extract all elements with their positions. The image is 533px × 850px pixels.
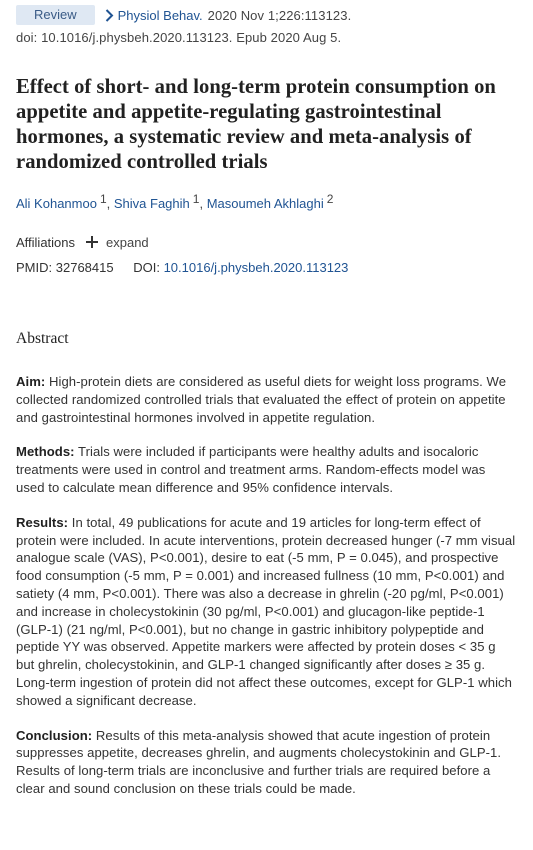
author-link[interactable]: Masoumeh Akhlaghi	[206, 196, 324, 211]
author-link[interactable]: Shiva Faghih	[113, 196, 190, 211]
section-label: Results:	[16, 514, 69, 530]
author-list	[16, 192, 517, 218]
doi-label: DOI:	[133, 260, 160, 275]
section-text: Results of this meta-analysis showed that acute ingestion of protein suppresses appetite, decreases ghrelin, and augments cholecystokinin and GLP-1. Results of long-term trials are inconclusive and further trials are required before a clear and sound conclusion on these trials could be made.	[16, 727, 502, 796]
expand-affiliations-button[interactable]: expand	[106, 234, 149, 250]
author-link[interactable]: Ali Kohanmoo	[16, 196, 97, 211]
section-label: Methods:	[16, 444, 75, 460]
citation-bar	[16, 2, 517, 28]
chevron-right-icon[interactable]	[105, 9, 114, 22]
abstract-aim	[16, 373, 517, 426]
pmid-value: 32768415	[55, 260, 114, 275]
article-page	[0, 2, 533, 850]
section-text: High-protein diets are considered as useful diets for weight loss programs. We collected randomized controlled trials that evaluated the effect of protein on appetite and gastrointestinal hormones involved in appetite regulation.	[16, 374, 507, 425]
section-text: Trials were included if participants were healthy adults and isocaloric treatments were used in control and treatment arms. Random-effects model was used to calculate mean difference and 95% confidence intervals.	[16, 444, 486, 495]
affiliations-row	[16, 232, 517, 252]
publication-type-badge: Review	[16, 5, 95, 25]
affiliation-ref[interactable]: 1	[99, 192, 107, 206]
abstract-methods	[16, 443, 517, 496]
section-label: Conclusion:	[16, 727, 93, 743]
journal-link[interactable]: Physiol Behav.	[117, 7, 203, 23]
pmid-label: PMID:	[16, 260, 53, 275]
separator: ,	[106, 196, 114, 211]
affiliation-ref[interactable]: 2	[326, 192, 334, 206]
identifiers-row	[16, 260, 517, 280]
doi-epub-line: doi: 10.1016/j.physbeh.2020.113123. Epub 2020 Aug 5.	[16, 30, 342, 45]
abstract-conclusion	[16, 727, 517, 798]
abstract-results	[16, 514, 517, 710]
plus-icon[interactable]	[85, 235, 99, 249]
affiliations-label: Affiliations	[16, 234, 76, 250]
affiliation-ref[interactable]: 1	[192, 192, 200, 206]
doi-link[interactable]: 10.1016/j.physbeh.2020.113123	[163, 260, 349, 275]
section-label: Aim:	[16, 374, 46, 389]
article-title: Effect of short- and long-term protein consumption on appetite and appetite-regulating gastrointestinal hormones, a systematic review and meta-analysis of randomized controlled trials	[16, 76, 496, 173]
abstract-heading: Abstract	[16, 330, 69, 347]
citation-date: 2020 Nov 1;226:113123.	[207, 7, 352, 23]
section-text: In total, 49 publications for acute and 19 articles for long-term effect of protein were included. In acute interventions, protein decreased hunger (-7 mm visual analogue scale (VAS), P<0.001), desire to eat (-5 mm, P = 0.045), and prospective food consumption (-5 mm, P = 0.001) and increased fullness (10 mm, P<0.001) and satiety (4 mm, P<0.001). There was also a decrease in ghrelin (-20 pg/ml, P<0.001) and increase in cholecystokinin (30 pg/ml, P<0.001) and glucagon-like peptide-1 (GLP-1) (21 ng/ml, P<0.001), but no change in gastric inhibitory polypeptide and peptide YY was observed. Appetite markers were affected by protein doses < 35 g but ghrelin, cholecystokinin, and GLP-1 changed significantly after doses ≥ 35 g. Long-term ingestion of protein did not affect these outcomes, except for GLP-1 which showed a significant decrease.	[16, 514, 516, 708]
separator: ,	[199, 196, 207, 211]
